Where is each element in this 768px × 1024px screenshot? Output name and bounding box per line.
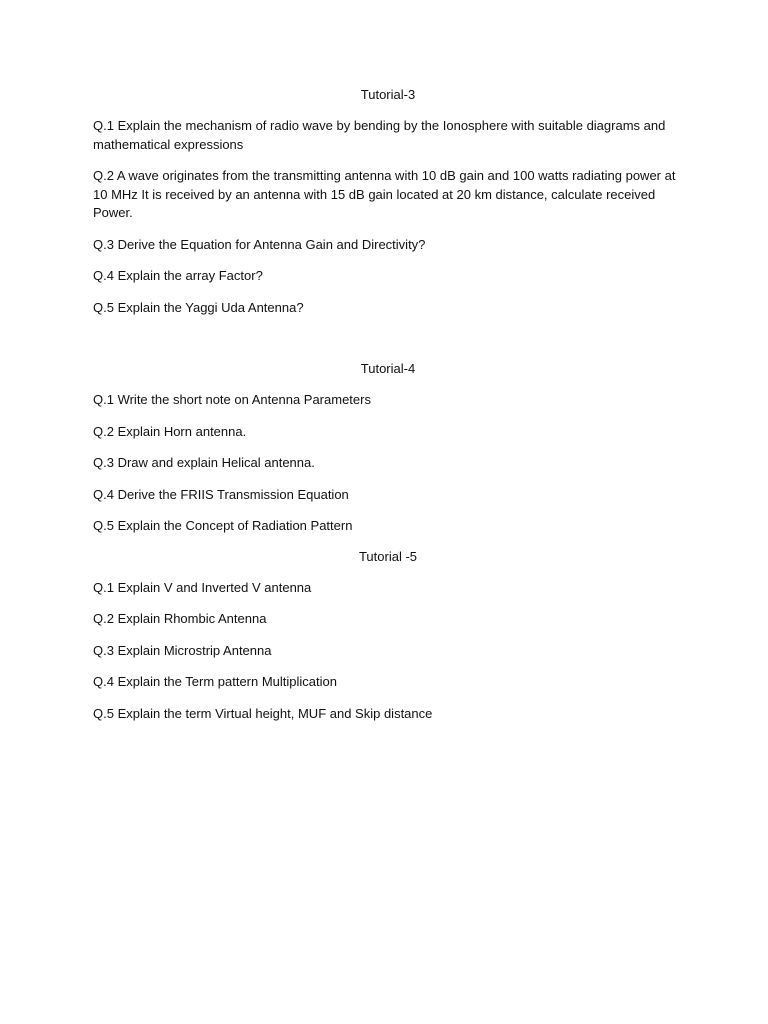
section-title: Tutorial-3 [360,87,416,102]
question-item: Q.3 Derive the Equation for Antenna Gain and Directivity? [93,236,426,252]
question-item: Q.1 Write the short note on Antenna Parameters [93,392,371,407]
question-item: Q.5 Explain the term Virtual height, MUF and Skip distance [93,705,433,721]
question-item: Q.4 Explain the Term pattern Multiplication [93,674,337,689]
tutorial-3-section [93,86,683,317]
question-item: Q.1 Explain V and Inverted V antenna [93,579,312,595]
question-item: Q.5 Explain the Yaggi Uda Antenna? [93,299,304,315]
document-body [93,86,683,736]
question-item: Q.3 Draw and explain Helical antenna. [93,455,315,470]
question-item: Q.4 Derive the FRIIS Transmission Equation [93,486,349,502]
question-item: Q.2 Explain Horn antenna. [93,423,247,439]
question-item: Q.1 Explain the mechanism of radio wave by bending by the Ionosphere with suitable diagrams and mathematical expressions [93,118,666,152]
tutorial-4-section [93,360,683,536]
question-item: Q.4 Explain the array Factor? [93,268,263,283]
section-spacer [93,330,683,360]
tutorial-5-section [93,548,683,724]
section-title: Tutorial -5 [358,548,418,564]
section-title: Tutorial-4 [360,361,416,376]
question-item: Q.2 Explain Rhombic Antenna [93,611,267,626]
question-item: Q.5 Explain the Concept of Radiation Pattern [93,518,353,533]
question-item: Q.2 A wave originates from the transmitting antenna with 10 dB gain and 100 watts radiating power at 10 MHz It is received by an antenna with 15 dB gain located at 20 km distance, calculate received Power. [93,168,676,220]
question-item: Q.3 Explain Microstrip Antenna [93,642,272,658]
